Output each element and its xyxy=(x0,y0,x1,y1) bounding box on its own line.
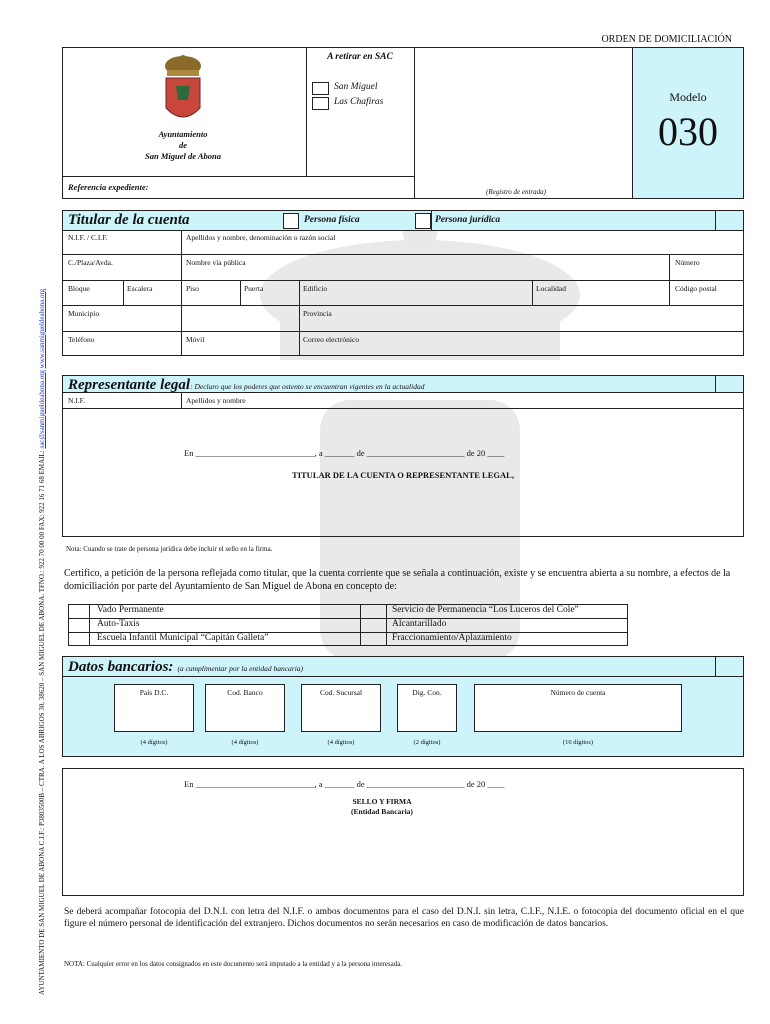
piso-label: Piso xyxy=(186,284,199,293)
nif-label: N.I.F. / C.I.F. xyxy=(68,233,108,242)
concepto-permanencia: Servicio de Permanencia “Los Luceros del Cole” xyxy=(392,605,579,615)
entidad-label: (Entidad Bancaria) xyxy=(351,807,413,816)
option-san-miguel: San Miguel xyxy=(334,82,378,92)
modelo-label: Modelo xyxy=(669,90,707,104)
concept-checkboxes-left[interactable] xyxy=(68,604,89,646)
crest-logo-icon xyxy=(158,52,208,128)
nota-juridica: Nota: Cuando se trate de persona jurídica debe incluir el sello en la firma. xyxy=(66,545,273,553)
escalera-label: Escalera xyxy=(127,284,153,293)
persona-fisica-label: Persona física xyxy=(304,215,360,225)
pais-digits: (4 dígitos) xyxy=(140,739,168,746)
cuenta-digits: (10 dígitos) xyxy=(562,739,594,746)
cp-label: Código postal xyxy=(675,284,717,293)
rep-nif-label: N.I.F. xyxy=(68,396,86,405)
ayuntamiento-name: Ayuntamiento de San Miguel de Abona xyxy=(145,129,221,161)
localidad-label: Localidad xyxy=(536,284,566,293)
sidebar-email-link[interactable]: sac@sanmigueldeabona.org xyxy=(38,370,46,449)
via-label: Nombre vía pública xyxy=(186,258,246,267)
movil-label: Móvil xyxy=(186,335,205,344)
registro-label: (Registro de entrada) xyxy=(486,188,547,196)
fecha-line-2: En ____________________________, a _______ de _______________________ de 20 ____ xyxy=(184,779,505,789)
fecha-line: En ____________________________, a _______ de _______________________ de 20 ____ xyxy=(184,448,505,458)
bloque-label: Bloque xyxy=(68,284,90,293)
checkbox-san-miguel[interactable] xyxy=(312,82,329,95)
footer-text: Se deberá acompañar fotocopia del D.N.I. con letra del N.I.F. o ambos documentos para el caso del D.N.I. sin letra, C.I.F., N.I.E. o fotocopia del documento oficial en el que figure el número personal de identificación del extranjero. Dichos documentos no serán necesarios en caso de modificación de datos bancarios. xyxy=(64,907,744,929)
concept-checkboxes-right[interactable] xyxy=(360,604,386,646)
concepto-fraccionamiento: Fraccionamiento/Aplazamiento xyxy=(392,633,512,643)
concepto-alcantarillado: Alcantarillado xyxy=(392,619,447,629)
nombre-label: Apellidos y nombre, denominación o razón social xyxy=(186,233,336,242)
cuenta-label: Número de cuenta xyxy=(550,688,606,697)
retirar-label: A retirar en SAC xyxy=(327,52,393,62)
dig-digits: (2 dígitos) xyxy=(413,739,441,746)
correo-label: Correo electrónico xyxy=(303,335,360,344)
municipio-label: Municipio xyxy=(68,309,100,318)
concepto-taxis: Auto-Taxis xyxy=(97,619,140,629)
nota-final: NOTA: Cualquier error en los datos consignados en este documento será imputado a la entidad y a la persona interesada. xyxy=(64,960,403,968)
telefono-label: Teléfono xyxy=(68,335,95,344)
certifico-text: Certifico, a petición de la persona reflejada como titular, que la cuenta corriente que se señala a continuación, existe y se encuentra abierta a su nombre, a efectos de la domiciliación por parte del Ayuntamiento de San Miguel de Abona en concepto de: xyxy=(64,568,731,592)
sidebar-address: AYUNTAMIENTO DE SAN MIGUEL DE ABONA C.I.F.: P3803500B – CTRA. A LOS ABRIGOS 30, 38620 – SAN MIGUEL DE ABONA. TFNO.: 922 70 00 00 FAX: 922 16 71 68 EMAIL: sac@sanmigueldeabona.org www.sanmigueldeabona.org xyxy=(38,288,46,995)
referencia-label: Referencia expediente: xyxy=(68,182,149,192)
concepto-vado: Vado Permanente xyxy=(97,605,164,615)
titular-firma-label: TITULAR DE LA CUENTA O REPRESENTANTE LEGAL, xyxy=(292,470,514,480)
numero-label: Número xyxy=(675,258,700,267)
dig-label: Dig. Con. xyxy=(412,688,442,697)
checkbox-persona-juridica[interactable] xyxy=(415,213,431,229)
modelo-number: 030 xyxy=(658,109,718,154)
option-las-chafiras: Las Chafiras xyxy=(334,97,384,107)
sucursal-label: Cod. Sucursal xyxy=(319,688,363,697)
sidebar-web-link[interactable]: www.sanmigueldeabona.org xyxy=(38,288,46,369)
checkbox-las-chafiras[interactable] xyxy=(312,97,329,110)
plaza-label: C./Plaza/Avda. xyxy=(68,258,113,267)
banco-digits: (4 dígitos) xyxy=(231,739,259,746)
sucursal-digits: (4 dígitos) xyxy=(327,739,355,746)
persona-juridica-label: Persona jurídica xyxy=(435,215,501,225)
banco-label: Cod. Banco xyxy=(227,688,263,697)
checkbox-persona-fisica[interactable] xyxy=(283,213,299,229)
edificio-label: Edificio xyxy=(303,284,328,293)
titular-title: Titular de la cuenta xyxy=(68,212,190,228)
titular-section xyxy=(62,210,744,356)
rep-nombre-label: Apellidos y nombre xyxy=(186,396,246,405)
bancarios-title-row: Datos bancarios: (a cumplimentar por la entidad bancaria) xyxy=(68,659,304,675)
puerta-label: Puerta xyxy=(244,284,264,293)
representante-title-row: Representante legal: Declaro que los poderes que ostento se encuentran vigentes en la actualidad xyxy=(68,377,425,393)
provincia-label: Provincia xyxy=(303,309,332,318)
sello-label: SELLO Y FIRMA xyxy=(352,797,412,806)
concepto-escuela: Escuela Infantil Municipal “Capitán Galleta” xyxy=(97,633,269,643)
pais-label: País D.C. xyxy=(139,688,169,697)
doc-title: ORDEN DE DOMICILIACIÓN xyxy=(601,34,732,45)
